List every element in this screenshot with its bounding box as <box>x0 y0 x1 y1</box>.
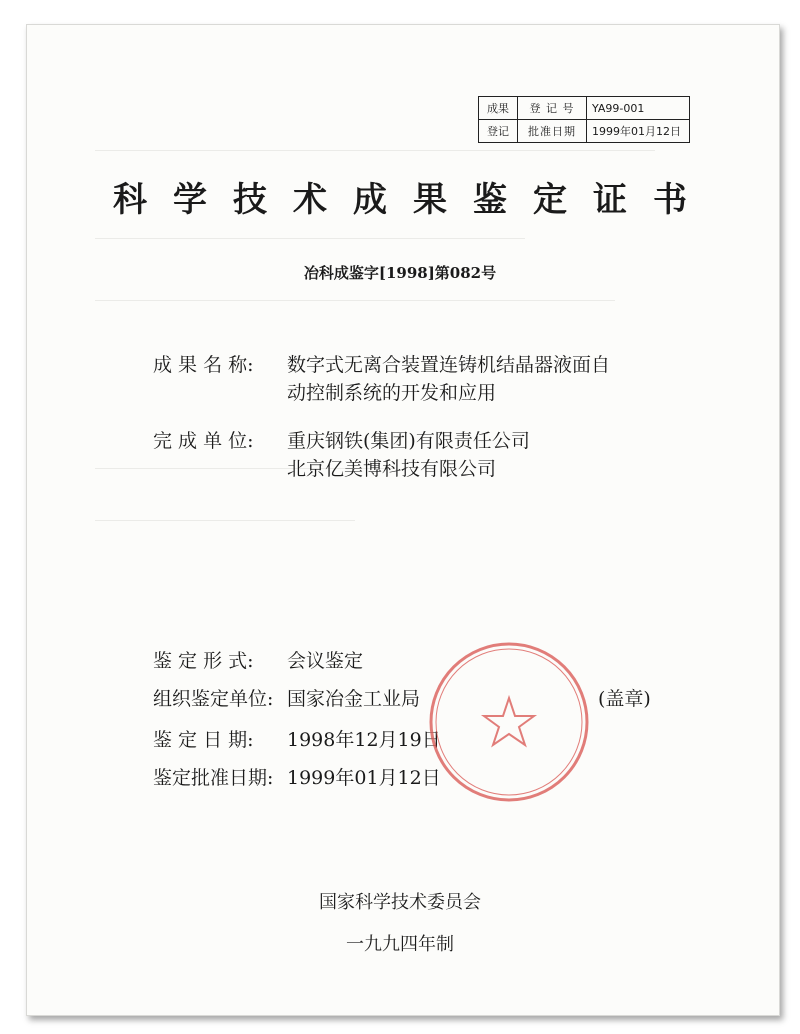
org-label: 组织鉴定单位: <box>153 688 274 710</box>
ghost-line <box>95 300 615 301</box>
approval-date-label: 批准日期 <box>518 120 587 143</box>
approval-label: 鉴定批准日期: <box>153 767 274 789</box>
unit-label: 完 成 单 位: <box>153 430 254 452</box>
seal-note: (盖章) <box>598 688 651 710</box>
certificate-title: 科学技术成果鉴定证书 <box>113 180 713 220</box>
result-name-line1: 数字式无离合装置连铸机结晶器液面自 <box>287 354 611 376</box>
issuer: 国家科学技术委员会 <box>319 892 481 913</box>
form-value: 会议鉴定 <box>287 650 364 672</box>
reg-cell-result: 成果 <box>479 97 518 120</box>
org-value: 国家冶金工业局 <box>287 688 421 710</box>
made-year: 一九九四年制 <box>346 934 454 955</box>
ghost-line <box>95 150 655 151</box>
ghost-line <box>95 520 355 521</box>
approval-value: 1999年01月12日 <box>287 767 441 789</box>
date-label: 鉴 定 日 期: <box>153 729 254 751</box>
form-label: 鉴 定 形 式: <box>153 650 254 672</box>
ghost-line <box>95 238 525 239</box>
unit-line1: 重庆钢铁(集团)有限责任公司 <box>287 430 530 452</box>
approval-date-value: 1999年01月12日 <box>587 120 690 143</box>
registration-table <box>478 96 690 143</box>
unit-line2: 北京亿美博科技有限公司 <box>287 458 497 480</box>
result-name-line2: 动控制系统的开发和应用 <box>287 382 497 404</box>
reg-no-label: 登 记 号 <box>518 97 587 120</box>
official-seal-icon <box>427 640 592 805</box>
result-name-label: 成 果 名 称: <box>153 354 254 376</box>
reference-number: 冶科成鉴字[1998]第082号 <box>303 264 497 282</box>
reg-cell-register: 登记 <box>479 120 518 143</box>
date-value: 1998年12月19日 <box>287 729 441 751</box>
reg-no-value: YA99-001 <box>587 97 690 120</box>
